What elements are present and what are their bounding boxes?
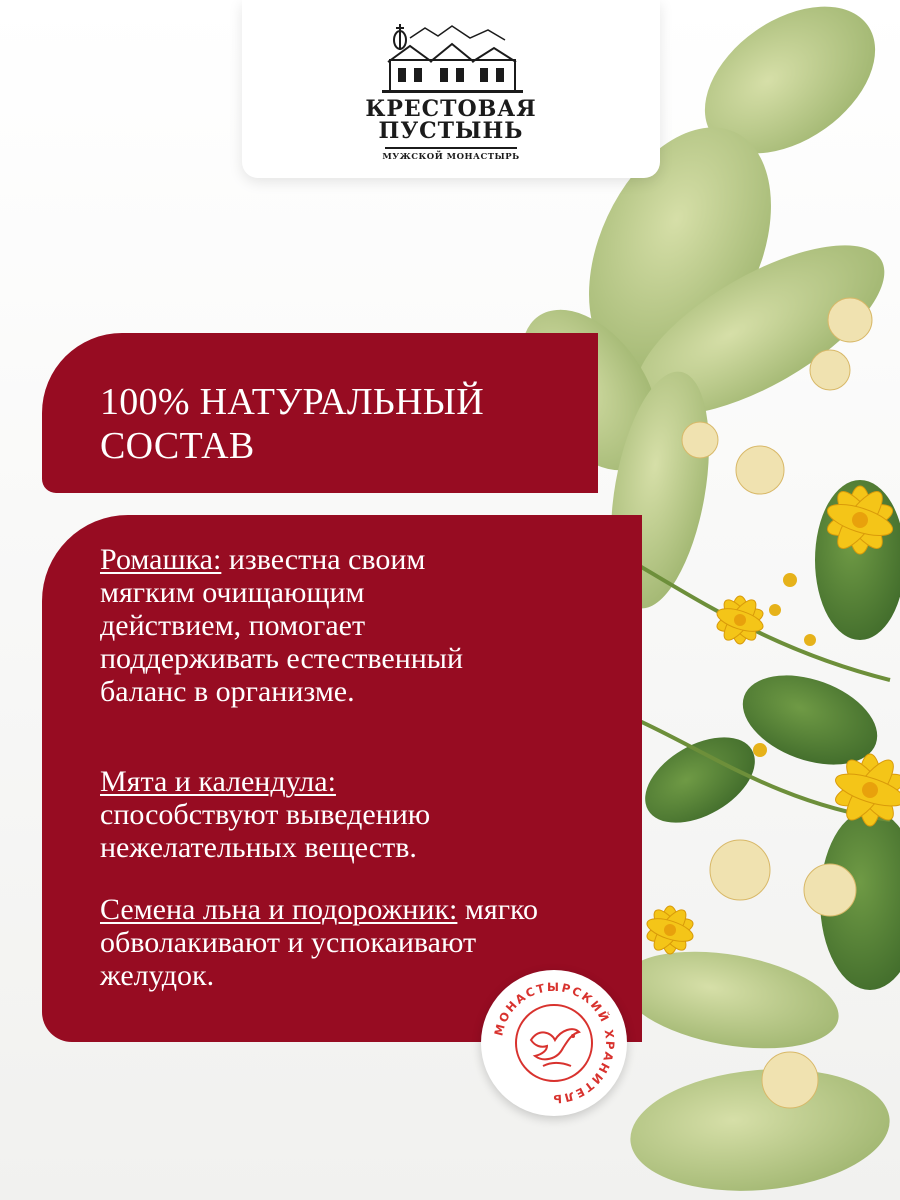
- svg-text:МОНАСТЫРСКИЙ ХРАНИТЕЛЬ: [491, 980, 617, 1106]
- ingredient-description: мягко обволакивают и успокаивают желудок.: [100, 893, 539, 992]
- brand-name-line2: ПУСТЫНЬ: [378, 118, 524, 144]
- ingredient-name: Мята и календула:: [100, 765, 336, 798]
- headline: 100% НАТУРАЛЬНЫЙ СОСТАВ: [100, 381, 484, 467]
- monastery-logo-icon: [380, 18, 525, 96]
- dove-stamp-icon: [481, 970, 627, 1116]
- ingredient-name: Семена льна и подорожник:: [100, 893, 458, 926]
- brand-divider: [385, 147, 517, 149]
- brand-name-line1: КРЕСТОВАЯ: [365, 96, 537, 122]
- brand-subtitle: МУЖСКОЙ МОНАСТЫРЬ: [382, 152, 520, 162]
- ingredient-item: [100, 543, 500, 708]
- ingredient-description: способствуют выведению нежелательных веществ.: [100, 798, 431, 864]
- ingredient-description: известна своим мягким очищающим действием, помогает поддерживать естественный баланс в организме.: [100, 543, 464, 708]
- stamp-text: МОНАСТЫРСКИЙ ХРАНИТЕЛЬ: [491, 979, 618, 1107]
- monastery-keeper-stamp: [481, 970, 627, 1116]
- ingredient-item: [100, 765, 490, 864]
- ingredient-name: Ромашка:: [100, 543, 222, 576]
